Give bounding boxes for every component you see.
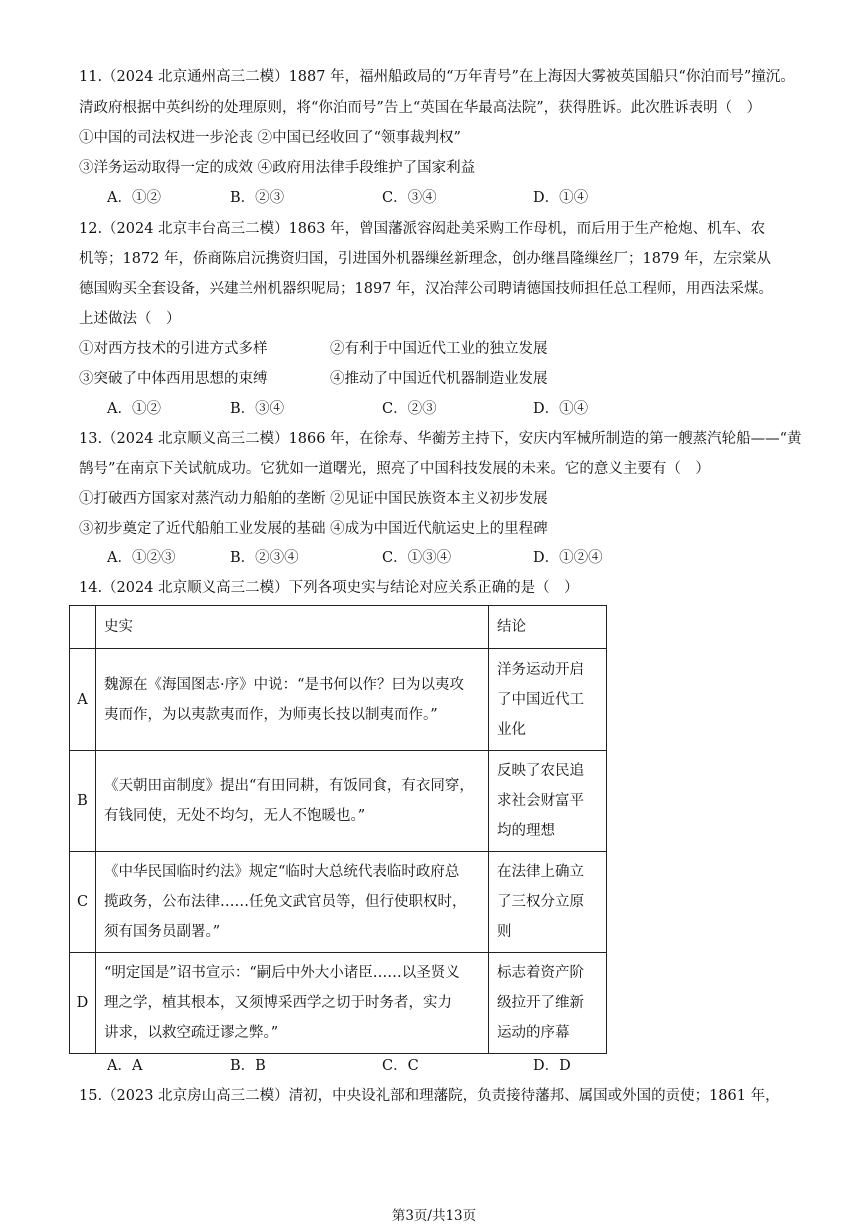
- table-header-row: [70, 606, 607, 649]
- q12-line-4: 上述做法（ ）: [79, 311, 181, 327]
- q13-line-4: ③初步奠定了近代船舶工业发展的基础 ④成为中国近代航运史上的里程碑: [79, 521, 548, 537]
- table-row-c: [70, 852, 607, 953]
- q12-option-a[interactable]: A．①②: [107, 401, 161, 417]
- q12-option-d[interactable]: D．①④: [533, 401, 589, 417]
- fact-line: 须有国务员副署。”: [104, 924, 221, 940]
- q13-line-3: ①打破西方国家对蒸汽动力船舶的垄断 ②见证中国民族资本主义初步发展: [79, 491, 548, 507]
- conclusion-cell: [489, 751, 607, 852]
- conclusion-line: 标志着资产阶: [497, 965, 584, 981]
- conclusion-line: 均的理想: [497, 823, 555, 839]
- fact-cell: [96, 953, 489, 1054]
- fact-line: 讲求，以救空疏迂谬之弊。”: [104, 1025, 279, 1041]
- q14-option-a[interactable]: A．A: [107, 1058, 143, 1074]
- q12-option-b[interactable]: B．③④: [230, 401, 285, 417]
- q11-line-4: ③洋务运动取得一定的成效 ④政府用法律手段维护了国家利益: [79, 160, 476, 176]
- q11-line-1: 11.（2024 北京通州高三二模）1887 年，福州船政局的“万年青号”在上海因大雾被英国船只“你泊而号”撞沉。: [79, 69, 795, 85]
- conclusion-line: 求社会财富平: [497, 793, 584, 809]
- conclusion-cell: [489, 649, 607, 751]
- fact-cell: [96, 751, 489, 852]
- conclusion-line: 级拉开了维新: [497, 995, 584, 1011]
- conclusion-line: 业化: [497, 721, 526, 738]
- conclusion-line: 反映了农民追: [497, 763, 584, 779]
- fact-line: 理之学，植其根本，又须博采西学之切于时务者，实力: [104, 995, 452, 1011]
- q13-option-b[interactable]: B．②③④: [230, 550, 299, 566]
- table-row-a: [70, 649, 607, 751]
- q12-choice-4: ④推动了中国近代机器制造业发展: [330, 371, 548, 387]
- q14-stem: 14.（2024 北京顺义高三二模）下列各项史实与结论对应关系正确的是（ ）: [79, 580, 579, 596]
- conclusion-line: 运动的序幕: [497, 1025, 570, 1041]
- q11-line-2: 清政府根据中英纠纷的处理原则，将“你泊而号”告上“英国在华最高法院”，获得胜诉。此次胜诉表明（ ）: [79, 100, 762, 116]
- q13-option-c[interactable]: C．①③④: [382, 550, 452, 566]
- conclusion-line: 则: [497, 924, 512, 940]
- fact-line: 《中华民国临时约法》规定“临时大总统代表临时政府总: [104, 864, 460, 880]
- q12-option-c[interactable]: C．②③: [382, 401, 437, 417]
- conclusion-line: 洋务运动开启: [497, 661, 584, 678]
- fact-line: 揽政务，公布法律……任免文武官员等，但行使职权时，: [104, 894, 467, 910]
- conclusion-cell: [489, 953, 607, 1054]
- header-conclusion-cell: 结论: [489, 606, 607, 649]
- fact-line: “明定国是”诏书宣示：“嗣后中外大小诸臣……以圣贤义: [104, 965, 460, 981]
- conclusion-line: 了中国近代工: [497, 691, 584, 708]
- q12-choice-2: ②有利于中国近代工业的独立发展: [330, 341, 548, 357]
- header-label-cell: [70, 606, 96, 649]
- table-row-b: [70, 751, 607, 852]
- q13-option-d[interactable]: D．①②④: [533, 550, 603, 566]
- row-label: C: [70, 852, 96, 953]
- fact-cell: [96, 852, 489, 953]
- q14-table: [69, 605, 607, 1054]
- page-number-footer: 第3页/共13页: [391, 1208, 477, 1224]
- q15-line-1: 15.（2023 北京房山高三二模）清初，中央设礼部和理藩院，负责接待藩邦、属国或外国的贡使；1861 年，: [79, 1088, 780, 1104]
- q12-line-2: 机等；1872 年，侨商陈启沅携资归国，引进国外机器缫丝新理念，创办继昌隆缫丝厂；1879 年，左宗棠从: [79, 251, 772, 267]
- q14-option-c[interactable]: C．C: [382, 1058, 419, 1074]
- fact-line: 魏源在《海国图志·序》中说：“是书何以作？曰为以夷攻: [104, 676, 465, 693]
- row-label: B: [70, 751, 96, 852]
- q14-option-d[interactable]: D．D: [533, 1058, 571, 1074]
- q11-option-b[interactable]: B．②③: [230, 190, 285, 206]
- table-row-d: [70, 953, 607, 1054]
- q12-line-3: 德国购买全套设备，兴建兰州机器织呢局；1897 年，汉冶萍公司聘请德国技师担任总工程师，用西法采煤。: [79, 281, 774, 297]
- fact-line: 有钱同使，无处不均匀，无人不饱暖也。”: [104, 808, 366, 824]
- q11-option-d[interactable]: D．①④: [533, 190, 589, 206]
- q11-option-a[interactable]: A．①②: [107, 190, 161, 206]
- q11-option-c[interactable]: C．③④: [382, 190, 437, 206]
- q13-line-1: 13.（2024 北京顺义高三二模）1866 年，在徐寿、华蘅芳主持下，安庆内军械所制造的第一艘蒸汽轮船——“黄: [79, 431, 802, 447]
- q13-option-a[interactable]: A．①②③: [107, 550, 176, 566]
- conclusion-line: 在法律上确立: [497, 864, 584, 880]
- q12-choice-3: ③突破了中体西用思想的束缚: [79, 371, 268, 387]
- conclusion-cell: [489, 852, 607, 953]
- row-label: A: [70, 649, 96, 751]
- q13-line-2: 鹄号”在南京下关试航成功。它犹如一道曙光，照亮了中国科技发展的未来。它的意义主要有（ ）: [79, 461, 710, 477]
- fact-line: 《天朝田亩制度》提出“有田同耕，有饭同食，有衣同穿，: [104, 778, 474, 794]
- row-label: D: [70, 953, 96, 1054]
- q12-line-1: 12.（2024 北京丰台高三二模）1863 年，曾国藩派容闳赴美采购工作母机，而后用于生产枪炮、机车、农: [79, 221, 766, 237]
- fact-line: 夷而作，为以夷款夷而作，为师夷长技以制夷而作。”: [104, 706, 438, 723]
- fact-cell: [96, 649, 489, 751]
- header-fact-cell: 史实: [96, 606, 489, 649]
- conclusion-line: 了三权分立原: [497, 894, 584, 910]
- q12-choice-1: ①对西方技术的引进方式多样: [79, 341, 268, 357]
- q14-option-b[interactable]: B．B: [230, 1058, 266, 1074]
- q11-line-3: ①中国的司法权进一步沦丧 ②中国已经收回了“领事裁判权”: [79, 130, 461, 146]
